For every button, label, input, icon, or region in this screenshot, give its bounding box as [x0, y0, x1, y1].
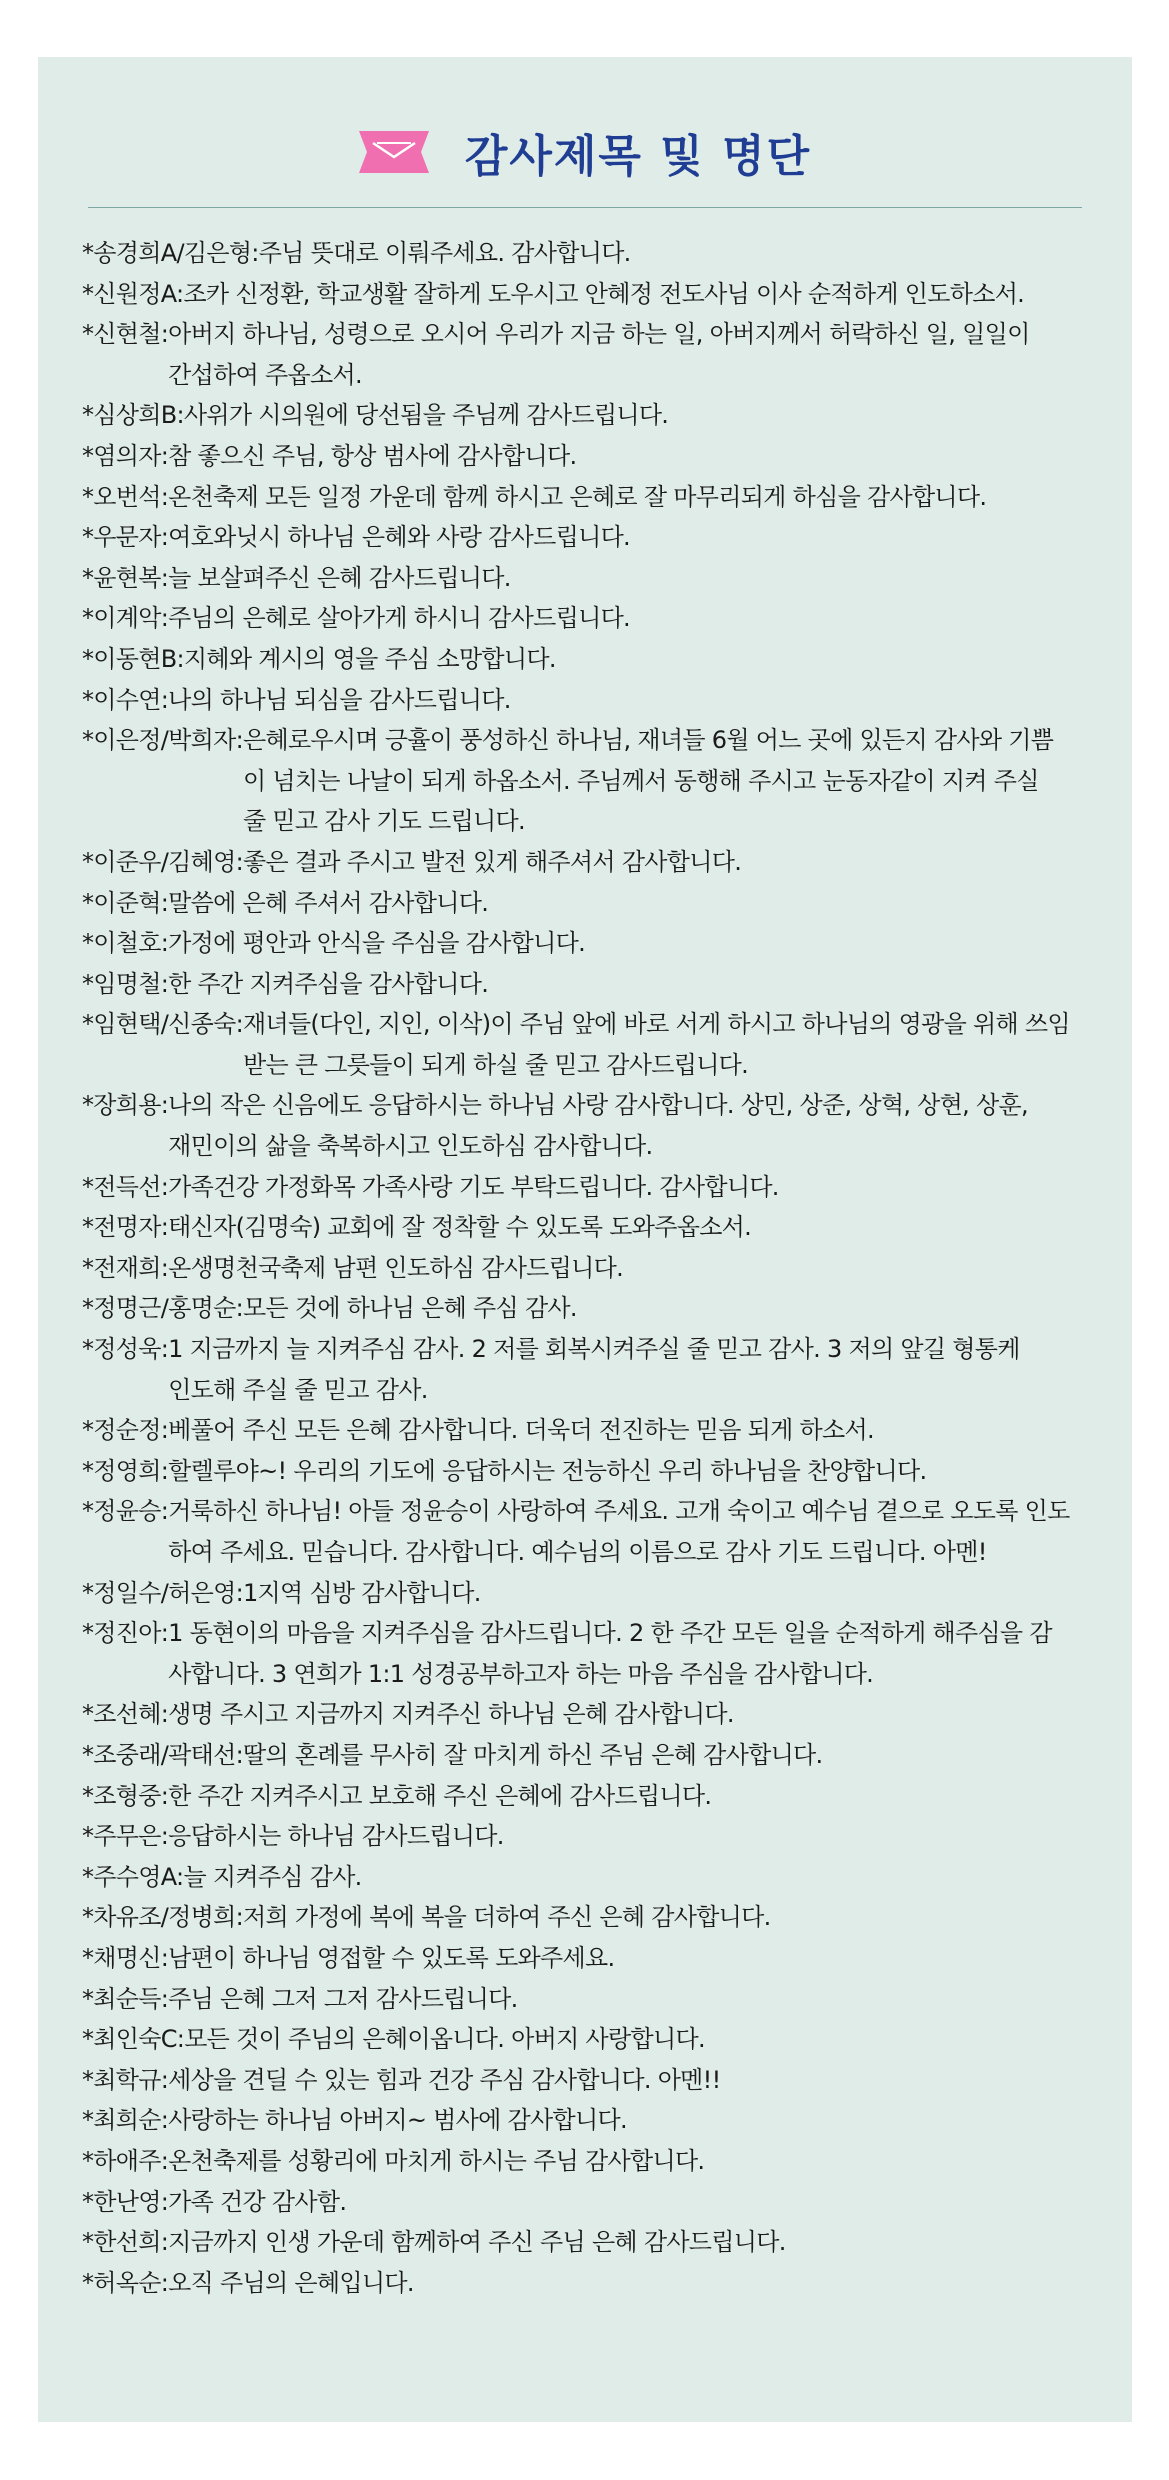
- member-name: *정윤승:: [82, 1497, 169, 1526]
- member-name: *이철호:: [82, 929, 169, 958]
- list-item: [82, 842, 1092, 883]
- list-item: [82, 1491, 1092, 1572]
- prayer-text: 조카 신정환, 학교생활 잘하게 도우시고 안혜정 전도사님 이사 순적하게 인도하소서.: [183, 279, 1025, 308]
- member-name: *심상희B:: [82, 401, 184, 430]
- prayer-text: 1 지금까지 늘 지켜주심 감사. 2 저를 회복시켜주실 줄 믿고 감사. 3 저의 앞길 형통케 인도해 주실 줄 믿고 감사.: [168, 1335, 1020, 1404]
- list-item: [82, 1776, 1092, 1817]
- prayer-text: 은혜로우시며 긍휼이 풍성하신 하나님, 재녀들 6월 어느 곳에 있든지 감사와 기쁨이 넘치는 나날이 되게 하옵소서. 주님께서 동행해 주시고 눈동자같이 지켜 주실 줄 믿고 감사 기도 드립니다.: [242, 726, 1054, 836]
- member-name: *신현철:: [82, 320, 169, 349]
- prayer-text: 저희 가정에 복에 복을 더하여 주신 은혜 감사합니다.: [242, 1903, 771, 1932]
- list-item: [82, 1288, 1092, 1329]
- member-name: *이은정/박희자:: [82, 726, 243, 755]
- list-item: [82, 1207, 1092, 1248]
- list-item: [82, 1735, 1092, 1776]
- member-name: *차유조/정병희:: [82, 1903, 243, 1932]
- member-name: *정일수/허은영:: [82, 1578, 243, 1607]
- member-name: *이준혁:: [82, 888, 169, 917]
- list-item: [82, 2141, 1092, 2182]
- list-item: [82, 2100, 1092, 2141]
- prayer-text: 응답하시는 하나님 감사드립니다.: [168, 1822, 504, 1851]
- prayer-text: 나의 작은 신음에도 응답하시는 하나님 사랑 감사합니다. 상민, 상준, 상혁, 상현, 상훈, 재민이의 삶을 축복하시고 인도하심 감사합니다.: [168, 1091, 1028, 1161]
- member-name: *정순정:: [82, 1416, 169, 1445]
- member-name: *조형중:: [82, 1781, 169, 1810]
- list-item: [82, 1085, 1092, 1166]
- prayer-text: 말씀에 은혜 주셔서 감사합니다.: [168, 888, 489, 917]
- member-name: *조중래/곽태선:: [82, 1740, 243, 1769]
- list-item: [82, 558, 1092, 599]
- member-name: *한선희:: [82, 2228, 169, 2257]
- list-item: [82, 314, 1092, 395]
- member-name: *최희순:: [82, 2106, 169, 2135]
- list-item: [82, 1897, 1092, 1938]
- list-item: [82, 1248, 1092, 1289]
- list-item: [82, 1816, 1092, 1857]
- member-name: *임명철:: [82, 969, 169, 998]
- list-item: [82, 720, 1092, 842]
- member-name: *최인숙C:: [82, 2025, 185, 2054]
- member-name: *오번석:: [82, 482, 169, 511]
- member-name: *주무은:: [82, 1822, 169, 1851]
- member-name: *조선혜:: [82, 1700, 169, 1729]
- member-name: *정성욱:: [82, 1335, 169, 1364]
- member-name: *최순득:: [82, 1984, 169, 2013]
- list-item: [82, 1329, 1092, 1410]
- member-name: *전재희:: [82, 1253, 169, 1282]
- prayer-text: 주님 은혜 그저 그저 감사드립니다.: [168, 1984, 518, 2013]
- list-item: [82, 1167, 1092, 1208]
- member-name: *전명자:: [82, 1213, 169, 1242]
- title-divider: [88, 207, 1082, 208]
- list-item: [82, 598, 1092, 639]
- prayer-text: 가족 건강 감사함.: [168, 2187, 347, 2216]
- list-item: [82, 883, 1092, 924]
- envelope-icon: [359, 127, 429, 177]
- list-item: [82, 2222, 1092, 2263]
- list-item: [82, 1694, 1092, 1735]
- member-name: *장희용:: [82, 1091, 169, 1120]
- member-name: *채명신:: [82, 1943, 169, 1972]
- list-item: [82, 1410, 1092, 1451]
- list-item: [82, 1573, 1092, 1614]
- list-item: [82, 517, 1092, 558]
- member-name: *정진아:: [82, 1619, 169, 1648]
- prayer-text: 참 좋으신 주님, 항상 범사에 감사합니다.: [168, 441, 577, 470]
- list-item: [82, 395, 1092, 436]
- prayer-text: 한 주간 지켜주심을 감사합니다.: [168, 969, 489, 998]
- prayer-text: 주님 뜻대로 이뤄주세요. 감사합니다.: [258, 239, 631, 267]
- member-name: *윤현복:: [82, 563, 169, 592]
- prayer-text: 재녀들(다인, 지인, 이삭)이 주님 앞에 바로 서게 하시고 하나님의 영광을 위해 쓰임 받는 큰 그릇들이 되게 하실 줄 믿고 감사드립니다.: [242, 1010, 1070, 1079]
- list-item: [82, 2182, 1092, 2223]
- member-name: *신원정A:: [82, 279, 184, 308]
- prayer-text: 나의 하나님 되심을 감사드립니다.: [168, 685, 511, 714]
- member-name: *전득선:: [82, 1172, 169, 1201]
- prayer-text: 남편이 하나님 영접할 수 있도록 도와주세요.: [168, 1943, 615, 1972]
- list-item: [82, 680, 1092, 721]
- list-item: [82, 923, 1092, 964]
- thanksgiving-panel: [38, 57, 1132, 2422]
- list-item: [82, 964, 1092, 1005]
- member-name: *정명근/홍명순:: [82, 1294, 243, 1323]
- list-item: [82, 436, 1092, 477]
- prayer-text: 가족건강 가정화목 가족사랑 기도 부탁드립니다. 감사합니다.: [168, 1172, 779, 1201]
- list-item: [82, 477, 1092, 518]
- prayer-text: 생명 주시고 지금까지 지켜주신 하나님 은혜 감사합니다.: [168, 1700, 734, 1729]
- member-name: *이계악:: [82, 604, 169, 633]
- list-item: [82, 639, 1092, 680]
- member-name: *이동현B:: [82, 644, 184, 673]
- member-name: *최학규:: [82, 2065, 169, 2094]
- prayer-text: 사랑하는 하나님 아버지~ 범사에 감사합니다.: [168, 2106, 627, 2135]
- prayer-text: 한 주간 지켜주시고 보호해 주신 은혜에 감사드립니다.: [168, 1781, 712, 1810]
- prayer-text: 1지역 심방 감사합니다.: [242, 1578, 481, 1607]
- prayer-text: 좋은 결과 주시고 발전 있게 해주셔서 감사합니다.: [242, 847, 742, 876]
- list-item: [82, 1979, 1092, 2020]
- prayer-text: 할렐루야~! 우리의 기도에 응답하시는 전능하신 우리 하나님을 찬양합니다.: [168, 1456, 927, 1485]
- prayer-text: 모든 것에 하나님 은혜 주심 감사.: [242, 1294, 577, 1323]
- prayer-text: 온천축제를 성황리에 마치게 하시는 주님 감사합니다.: [168, 2146, 705, 2175]
- title-row: [38, 117, 1132, 187]
- list-item: [82, 1938, 1092, 1979]
- list-item: [82, 2263, 1092, 2304]
- prayer-text: 늘 보살펴주신 은혜 감사드립니다.: [168, 563, 511, 592]
- member-name: *한난영:: [82, 2187, 169, 2216]
- thanksgiving-list: [82, 233, 1092, 2303]
- prayer-text: 모든 것이 주님의 은혜이옵니다. 아버지 사랑합니다.: [184, 2025, 705, 2054]
- prayer-text: 가정에 평안과 안식을 주심을 감사합니다.: [168, 929, 586, 958]
- prayer-text: 사위가 시의원에 당선됨을 주님께 감사드립니다.: [183, 401, 669, 430]
- prayer-text: 온생명천국축제 남편 인도하심 감사드립니다.: [168, 1253, 624, 1282]
- prayer-text: 아버지 하나님, 성령으로 오시어 우리가 지금 하는 일, 아버지께서 허락하신 일, 일일이 간섭하여 주옵소서.: [168, 320, 1030, 389]
- list-item: [82, 233, 1092, 274]
- member-name: *허옥순:: [82, 2268, 169, 2297]
- prayer-text: 오직 주님의 은혜입니다.: [168, 2268, 414, 2297]
- list-item: [82, 2019, 1092, 2060]
- prayer-text: 지금까지 인생 가운데 함께하여 주신 주님 은혜 감사드립니다.: [168, 2228, 786, 2257]
- member-name: *임현택/신종숙:: [82, 1010, 243, 1039]
- member-name: *이준우/김혜영:: [82, 847, 243, 876]
- prayer-text: 여호와닛시 하나님 은혜와 사랑 감사드립니다.: [168, 523, 630, 552]
- member-name: *주수영A:: [82, 1862, 184, 1891]
- member-name: *정영희:: [82, 1456, 169, 1485]
- list-item: [82, 1857, 1092, 1898]
- member-name: *송경희A/김은형:: [82, 239, 259, 267]
- list-item: [82, 2060, 1092, 2101]
- page-title: 감사제목 및 명단: [464, 131, 812, 182]
- prayer-text: 베풀어 주신 모든 은혜 감사합니다. 더욱더 전진하는 믿음 되게 하소서.: [168, 1416, 874, 1445]
- prayer-text: 지혜와 계시의 영을 주심 소망합니다.: [183, 644, 556, 673]
- member-name: *염의자:: [82, 441, 169, 470]
- list-item: [82, 1004, 1092, 1085]
- prayer-text: 세상을 견딜 수 있는 힘과 건강 주심 감사합니다. 아멘!!: [168, 2065, 721, 2094]
- prayer-text: 딸의 혼례를 무사히 잘 마치게 하신 주님 은혜 감사합니다.: [242, 1740, 823, 1769]
- list-item: [82, 1451, 1092, 1492]
- member-name: *하애주:: [82, 2146, 169, 2175]
- prayer-text: 주님의 은혜로 살아가게 하시니 감사드립니다.: [168, 604, 630, 633]
- member-name: *우문자:: [82, 523, 169, 552]
- prayer-text: 온천축제 모든 일정 가운데 함께 하시고 은혜로 잘 마무리되게 하심을 감사합니다.: [168, 482, 987, 511]
- list-item: [82, 274, 1092, 315]
- prayer-text: 1 동현이의 마음을 지켜주심을 감사드립니다. 2 한 주간 모든 일을 순적하게 해주심을 감사합니다. 3 연희가 1:1 성경공부하고자 하는 마음 주심을 감사합니다.: [168, 1619, 1052, 1688]
- list-item: [82, 1613, 1092, 1694]
- prayer-text: 태신자(김명숙) 교회에 잘 정착할 수 있도록 도와주옵소서.: [168, 1213, 752, 1242]
- member-name: *이수연:: [82, 685, 169, 714]
- prayer-text: 거룩하신 하나님! 아들 정윤승이 사랑하여 주세요. 고개 숙이고 예수님 곁으로 오도록 인도하여 주세요. 믿습니다. 감사합니다. 예수님의 이름으로 감사 기도 드립니다. 아멘!: [168, 1497, 1070, 1566]
- prayer-text: 늘 지켜주심 감사.: [183, 1862, 362, 1891]
